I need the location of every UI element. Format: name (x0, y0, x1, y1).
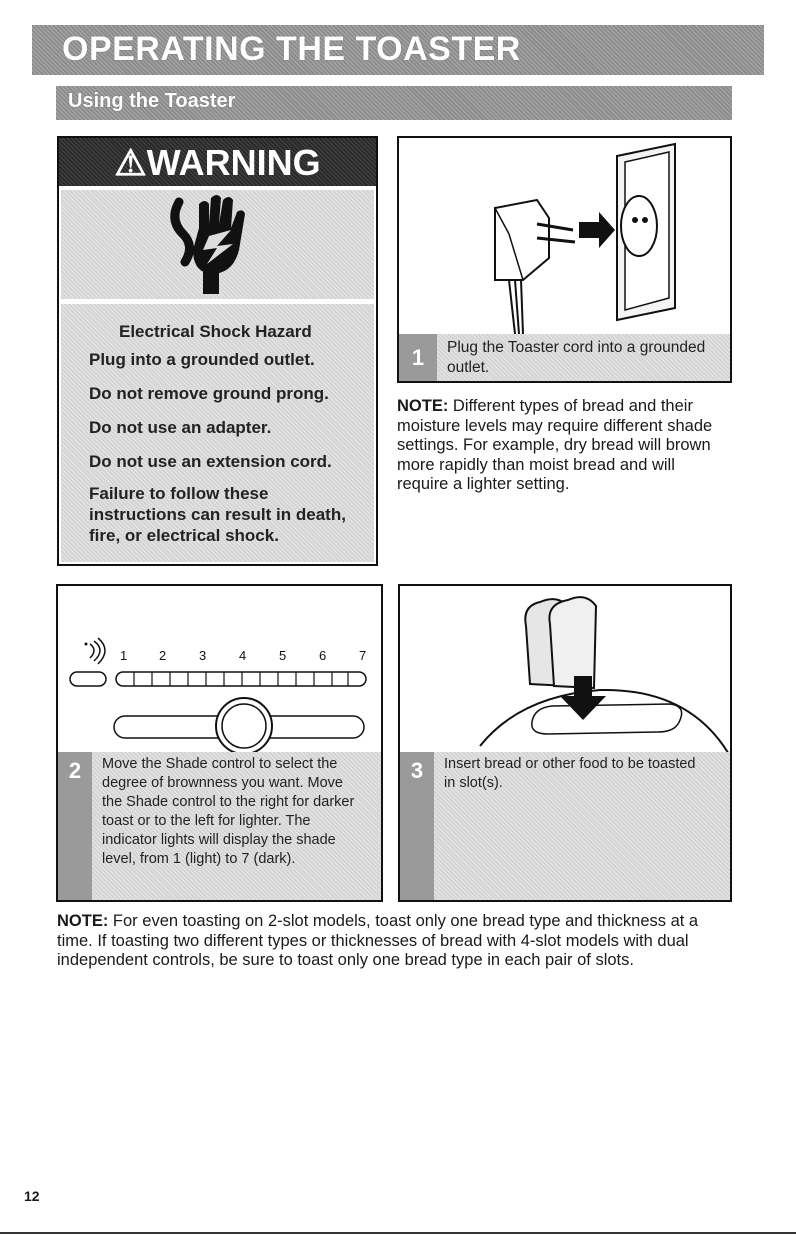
caption-line: indicator lights will display the shade (102, 832, 336, 848)
step-number: 3 (400, 752, 434, 900)
warning-line: Do not use an extension cord. (89, 452, 332, 471)
scale-label: 3 (199, 648, 207, 663)
step-number: 1 (399, 334, 437, 381)
note-line: For even toasting on 2-slot models, toast only one bread type and thickness at a (108, 912, 699, 930)
consequence-line: instructions can result in death, (89, 505, 346, 524)
note-line: Different types of bread and their (448, 397, 693, 415)
warning-text-area (61, 304, 374, 562)
note-line: time. If toasting two different types or thicknesses of bread with 4-slot models with dual (57, 931, 689, 950)
scale-label: 5 (279, 648, 287, 663)
bottom-rule (0, 1232, 796, 1234)
note-label: NOTE: (397, 397, 449, 415)
warning-title: ⚠WARNING (114, 142, 321, 183)
note-line: more rapidly than moist bread and will (397, 455, 675, 474)
caption-line: Plug the Toaster cord into a grounded (447, 339, 706, 356)
note-line: settings. For example, dry bread will brown (397, 436, 711, 454)
caption-line: in slot(s). (444, 775, 503, 791)
section-title: Using the Toaster (68, 90, 236, 112)
page-number: 12 (24, 1188, 40, 1204)
warning-icon-area (61, 190, 374, 299)
consequence-line: Failure to follow these (89, 484, 269, 503)
note-line: moisture levels may require different shade (397, 416, 713, 435)
warning-line: Do not use an adapter. (89, 418, 272, 437)
caption-line: Move the Shade control to select the (102, 756, 338, 772)
scale-label: 4 (239, 648, 247, 663)
caption-line: level, from 1 (light) to 7 (dark). (102, 851, 296, 867)
scale-label: 1 (120, 648, 128, 663)
hazard-text: Electrical Shock Hazard (119, 322, 312, 341)
consequence-line: fire, or electrical shock. (89, 526, 279, 545)
scale-label: 6 (319, 648, 327, 663)
caption-line: toast or to the left for lighter. The (102, 813, 311, 829)
toast-image (400, 586, 730, 752)
step2-caption (58, 752, 381, 900)
step1-caption (399, 334, 730, 381)
scale-label: 2 (159, 648, 167, 663)
note-label: NOTE: (57, 912, 109, 930)
step3-caption (400, 752, 730, 900)
caption-line: the Shade control to the right for darker (102, 794, 355, 810)
shade-icon (85, 638, 106, 664)
shade-control-image (58, 586, 381, 752)
note-block (57, 912, 747, 971)
scale-label: 7 (359, 648, 367, 663)
shock-hand-icon (61, 190, 374, 299)
page-title: OPERATING THE TOASTER (62, 30, 521, 68)
caption-line: degree of brownness you want. Move (102, 775, 343, 791)
note-line: independent controls, be sure to toast only one bread type in each pair of slots. (57, 951, 634, 969)
caption-line: outlet. (447, 359, 490, 376)
note-block (397, 397, 737, 495)
warning-line: Plug into a grounded outlet. (89, 350, 315, 369)
note-line: require a lighter setting. (397, 475, 570, 493)
warning-line: Do not remove ground prong. (89, 384, 329, 403)
caption-line: Insert bread or other food to be toasted (444, 756, 696, 772)
step-number: 2 (58, 752, 92, 900)
plug-outlet-image (399, 138, 730, 334)
